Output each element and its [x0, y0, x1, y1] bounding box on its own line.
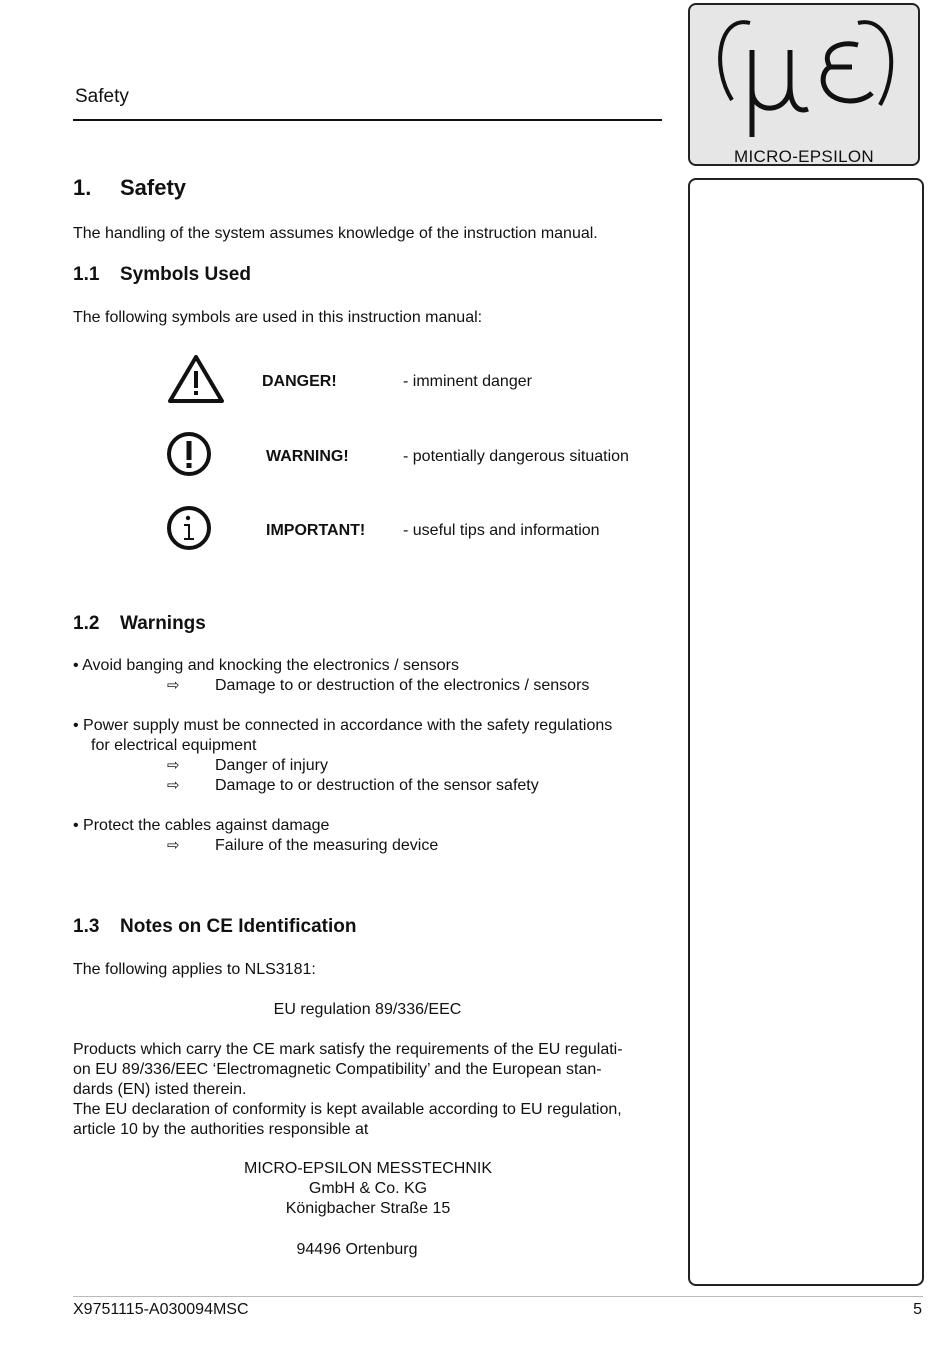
- warning-circle-icon: [166, 431, 212, 477]
- arrow-icon: ⇨: [167, 757, 180, 774]
- danger-triangle-icon: [167, 354, 225, 404]
- section-1-2-heading: [73, 613, 206, 635]
- paragraph-line: dards (EN) isted therein.: [73, 1081, 247, 1098]
- section-1-3-heading: [73, 916, 356, 938]
- paragraph-line: article 10 by the authorities responsible at: [73, 1121, 369, 1138]
- address-line: GmbH & Co. KG: [308, 1180, 428, 1197]
- arrow-icon: ⇨: [167, 777, 180, 794]
- section-number: 1.2: [73, 613, 100, 634]
- symbol-description: - useful tips and information: [403, 522, 600, 539]
- paragraph-line: on EU 89/336/EEC ‘Electromagnetic Compatibility’ and the European stan-: [73, 1061, 602, 1078]
- warning-consequence: Damage to or destruction of the sensor safety: [215, 777, 539, 794]
- info-circle-icon: [166, 505, 212, 551]
- paragraph-line: The EU declaration of conformity is kept available according to EU regulation,: [73, 1101, 622, 1118]
- running-header: Safety: [75, 86, 129, 107]
- warning-consequence: Failure of the measuring device: [215, 837, 439, 854]
- warning-consequence: Damage to or destruction of the electronics / sensors: [215, 677, 590, 694]
- logo: [688, 3, 920, 166]
- arrow-icon: ⇨: [167, 837, 180, 854]
- symbol-label: IMPORTANT!: [266, 522, 366, 539]
- address-line: MICRO-EPSILON MESSTECHNIK: [243, 1160, 493, 1177]
- section-1-heading: [73, 175, 186, 201]
- logo-text: MICRO-EPSILON: [734, 147, 874, 166]
- header-rule: [73, 119, 662, 121]
- section-1-1-intro: The following symbols are used in this instruction manual:: [73, 309, 483, 326]
- footer-rule: [73, 1296, 923, 1297]
- address-line: Königbacher Straße 15: [285, 1200, 451, 1217]
- section-1-1-heading: [73, 264, 251, 286]
- mu-epsilon-logo-icon: [690, 5, 918, 145]
- warning-item: • Power supply must be connected in accordance with the safety regulations: [73, 717, 613, 734]
- warning-consequence: Danger of injury: [215, 757, 328, 774]
- document-code: X9751115-A030094MSC: [73, 1301, 249, 1318]
- section-title: Symbols Used: [120, 264, 251, 285]
- section-number: 1.3: [73, 916, 100, 937]
- section-number: 1.: [73, 175, 92, 200]
- section-title: Warnings: [120, 613, 206, 634]
- regulation-text: EU regulation 89/336/EEC: [273, 1001, 462, 1018]
- section-1-intro: The handling of the system assumes knowledge of the instruction manual.: [73, 225, 598, 242]
- section-title: Notes on CE Identification: [120, 916, 357, 937]
- symbol-label: WARNING!: [266, 448, 349, 465]
- sidebar-panel: [688, 178, 924, 1286]
- address-line: 94496 Ortenburg: [296, 1241, 418, 1258]
- arrow-icon: ⇨: [167, 677, 180, 694]
- warning-item-continued: for electrical equipment: [91, 737, 257, 754]
- symbol-description: - imminent danger: [403, 373, 532, 390]
- page-number: 5: [913, 1301, 922, 1318]
- symbol-label: DANGER!: [262, 373, 337, 390]
- warning-item: • Protect the cables against damage: [73, 817, 330, 834]
- paragraph-line: Products which carry the CE mark satisfy the requirements of the EU regulati-: [73, 1041, 623, 1058]
- symbol-description: - potentially dangerous situation: [403, 448, 629, 465]
- warning-item: • Avoid banging and knocking the electronics / sensors: [73, 657, 459, 674]
- section-title: Safety: [120, 175, 187, 200]
- section-number: 1.1: [73, 264, 100, 285]
- applies-text: The following applies to NLS3181:: [73, 961, 316, 978]
